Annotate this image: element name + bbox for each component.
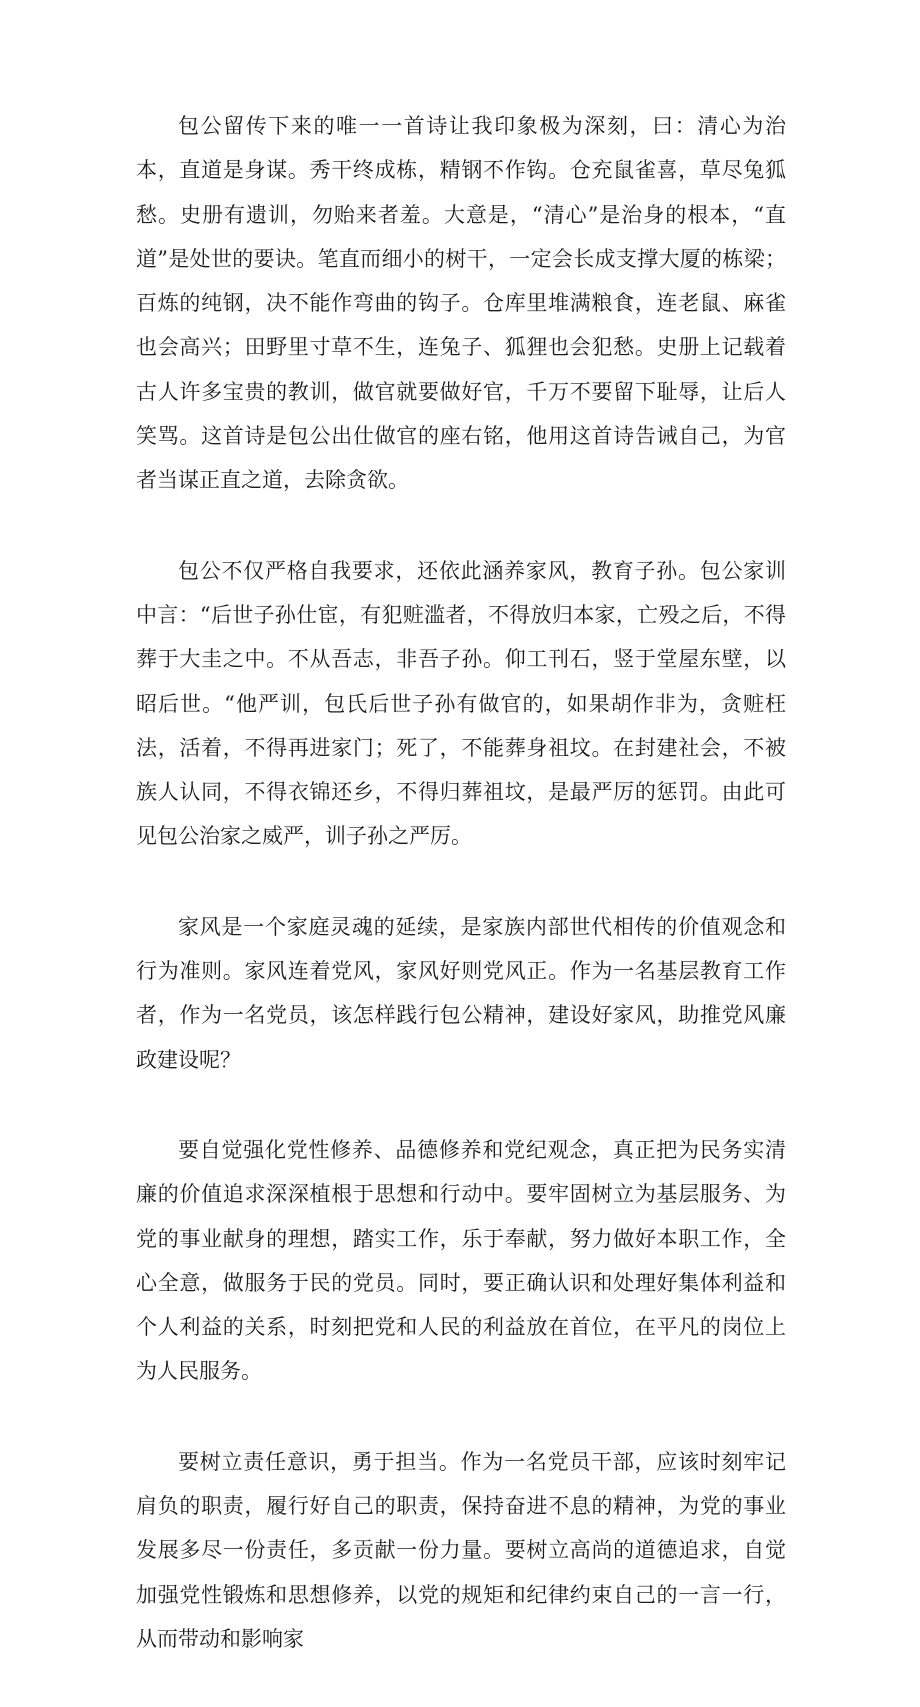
- paragraph-2: 包公不仅严格自我要求，还依此涵养家风，教育子孙。包公家训中言：“后世子孙仕宦，有犯赃滥者，不得放归本家，亡殁之后，不得葬于大圭之中。不从吾志，非吾子孙。仰工刊石，竖于堂屋东壁，以昭后世。“他严训，包氏后世子孙有做官的，如果胡作非为，贪赃枉法，活着，不得再进家门；死了，不能葬身祖坟。在封建社会，不被族人认同，不得衣锦还乡，不得归葬祖坟，是最严厉的惩罚。由此可见包公治家之威严，训子孙之严厉。: [136, 558, 786, 849]
- document-body: [136, 104, 786, 1707]
- paragraph-5: 要树立责任意识，勇于担当。作为一名党员干部，应该时刻牢记肩负的职责，履行好自己的职责，保持奋进不息的精神，为党的事业发展多尽一份责任，多贡献一份力量。要树立高尚的道德追求，自觉加强党性锻炼和思想修养，以党的规矩和纪律约束自己的一言一行，从而带动和影响家: [136, 1449, 786, 1651]
- paragraph-1: 包公留传下来的唯一一首诗让我印象极为深刻，曰：清心为治本，直道是身谋。秀干终成栋，精钢不作钩。仓充鼠雀喜，草尽兔狐愁。史册有遗训，勿贻来者羞。大意是，“清心”是治身的根本，“直道”是处世的要诀。笔直而细小的树干，一定会长成支撑大厦的栋梁；百炼的纯钢，决不能作弯曲的钩子。仓库里堆满粮食，连老鼠、麻雀也会高兴；田野里寸草不生，连兔子、狐狸也会犯愁。史册上记载着古人许多宝贵的教训，做官就要做好官，千万不要留下耻辱，让后人笑骂。这首诗是包公出仕做官的座右铭，他用这首诗告诫自己，为官者当谋正直之道，去除贪欲。: [136, 114, 786, 493]
- paragraph-4: 要自觉强化党性修养、品德修养和党纪观念，真正把为民务实清廉的价值追求深深植根于思想和行动中。要牢固树立为基层服务、为党的事业献身的理想，踏实工作，乐于奉献，努力做好本职工作，全心全意，做服务于民的党员。同时，要正确认识和处理好集体利益和个人利益的关系，时刻把党和人民的利益放在首位，在平凡的岗位上为人民服务。: [136, 1137, 786, 1384]
- paragraph-3: 家风是一个家庭灵魂的延续，是家族内部世代相传的价值观念和行为准则。家风连着党风，家风好则党风正。作为一名基层教育工作者，作为一名党员，该怎样践行包公精神，建设好家风，助推党风廉政建设呢？: [136, 914, 786, 1072]
